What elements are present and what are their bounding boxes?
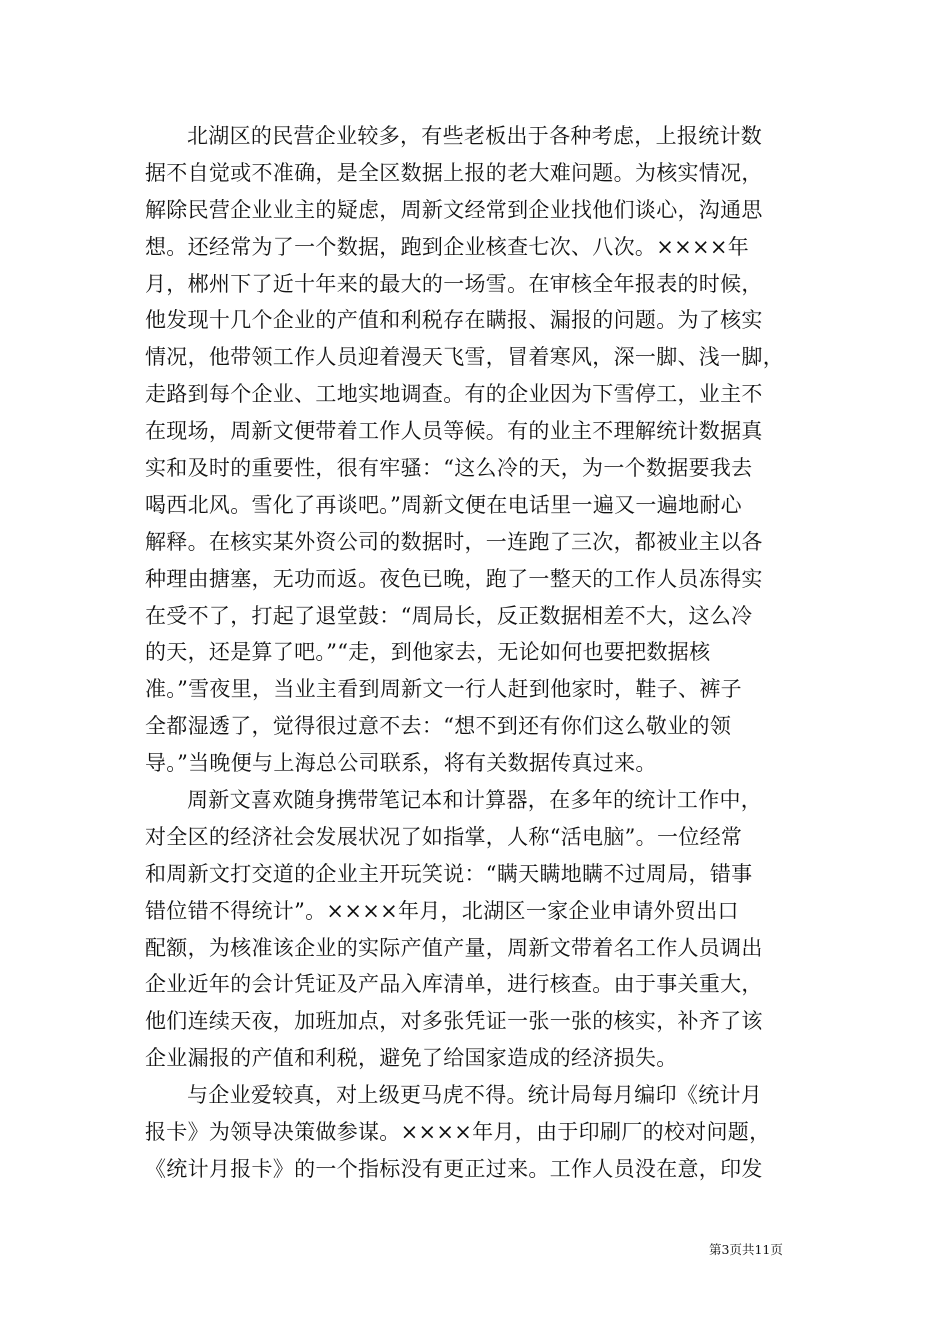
text-line: 企业漏报的产值和利税，避免了给国家造成的经济损失。 xyxy=(145,1046,678,1071)
paragraph xyxy=(145,1077,810,1188)
text-line: 配额，为核准该企业的实际产值产量，周新文带着名工作人员调出 xyxy=(145,935,763,960)
text-line: 解除民营企业业主的疑虑，周新文经常到企业找他们谈心，沟通思 xyxy=(145,197,763,222)
paragraph xyxy=(145,782,810,1077)
paragraph xyxy=(145,118,810,782)
text-line: 错位错不得统计”。××××年月，北湖区一家企业申请外贸出口 xyxy=(145,898,739,923)
text-line: 和周新文打交道的企业主开玩笑说：“瞒天瞒地瞒不过周局，错事 xyxy=(145,861,753,886)
text-line: 周新文喜欢随身携带笔记本和计算器，在多年的统计工作中， xyxy=(187,788,763,813)
text-line: 想。还经常为了一个数据，跑到企业核查七次、八次。××××年 xyxy=(145,234,750,259)
text-line: 报卡》为领导决策做参谋。××××年月，由于印刷厂的校对问题， xyxy=(145,1120,771,1145)
text-line: 情况，他带领工作人员迎着漫天飞雪，冒着寒风，深一脚、浅一脚， xyxy=(145,345,784,370)
text-line: 全都湿透了，觉得很过意不去：“想不到还有你们这么敬业的领 xyxy=(145,714,732,739)
text-line: 月，郴州下了近十年来的最大的一场雪。在审核全年报表的时候， xyxy=(145,271,763,296)
text-line: 解释。在核实某外资公司的数据时，一连跑了三次，都被业主以各 xyxy=(145,529,763,554)
text-line: 导。”当晚便与上海总公司联系，将有关数据传真过来。 xyxy=(145,751,657,776)
page-number: 第3页共11页 xyxy=(709,1242,783,1257)
text-line: 走路到每个企业、工地实地调查。有的企业因为下雪停工，业主不 xyxy=(145,382,763,407)
text-line: 据不自觉或不准确，是全区数据上报的老大难问题。为核实情况， xyxy=(145,160,763,185)
text-line: 的天，还是算了吧。”“走，到他家去，无论如何也要把数据核 xyxy=(145,640,711,665)
document-body xyxy=(145,118,810,1188)
text-line: 北湖区的民营企业较多，有些老板出于各种考虑，上报统计数 xyxy=(187,124,763,148)
text-line: 与企业爱较真，对上级更马虎不得。统计局每月编印《统计月 xyxy=(187,1083,763,1108)
text-line: 种理由搪塞，无功而返。夜色已晚，跑了一整天的工作人员冻得实 xyxy=(145,566,763,591)
text-line: 《统计月报卡》的一个指标没有更正过来。工作人员没在意，印发 xyxy=(145,1156,763,1181)
text-line: 他们连续天夜，加班加点，对多张凭证一张一张的核实，补齐了该 xyxy=(145,1009,763,1034)
text-line: 在受不了，打起了退堂鼓：“周局长，反正数据相差不大，这么冷 xyxy=(145,603,753,628)
text-line: 企业近年的会计凭证及产品入库清单，进行核查。由于事关重大， xyxy=(145,972,763,997)
text-line: 准。”雪夜里，当业主看到周新文一行人赶到他家时，鞋子、裤子 xyxy=(145,677,742,702)
text-line: 对全区的经济社会发展状况了如指掌，人称“活电脑”。一位经常 xyxy=(145,824,743,849)
text-line: 在现场，周新文便带着工作人员等候。有的业主不理解统计数据真 xyxy=(145,419,763,444)
text-line: 实和及时的重要性，很有牢骚：“这么冷的天，为一个数据要我去 xyxy=(145,456,753,481)
text-line: 他发现十几个企业的产值和利税存在瞒报、漏报的问题。为了核实 xyxy=(145,308,763,333)
text-line: 喝西北风。雪化了再谈吧。”周新文便在电话里一遍又一遍地耐心 xyxy=(145,492,742,517)
